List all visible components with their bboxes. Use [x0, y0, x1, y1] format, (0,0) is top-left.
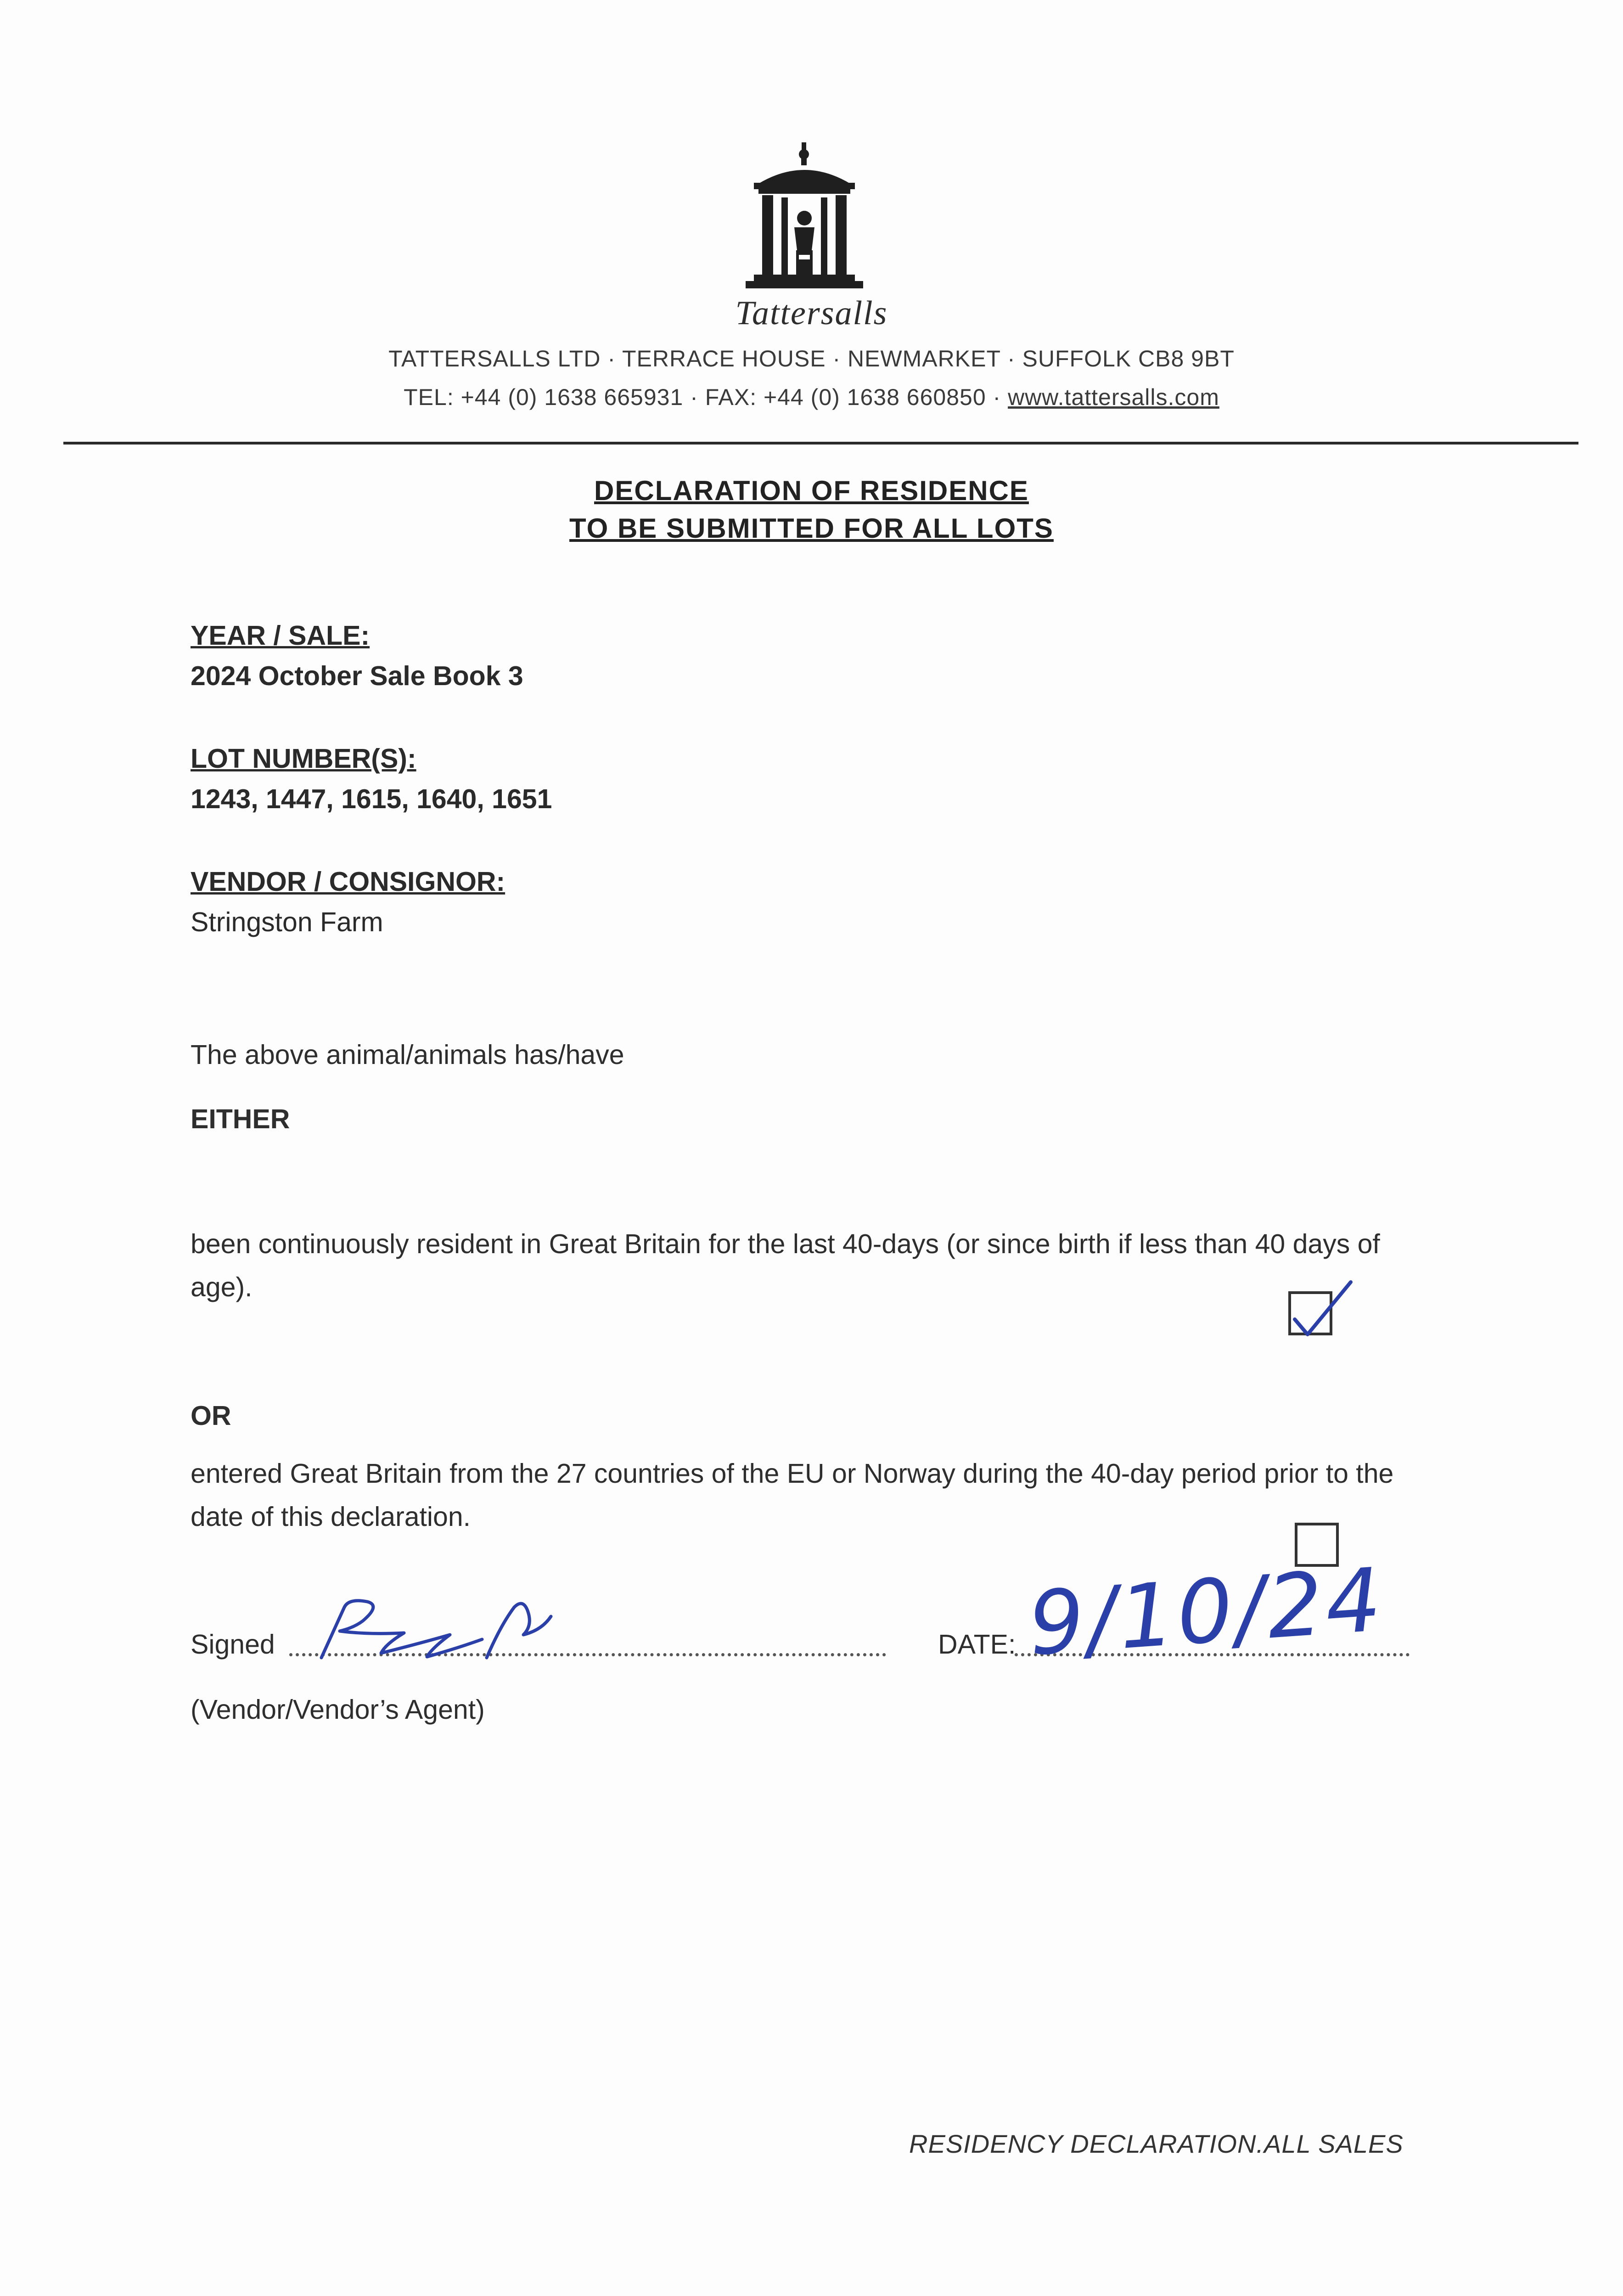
signed-label: Signed: [191, 1629, 275, 1660]
option1-checkbox[interactable]: [1288, 1291, 1332, 1335]
form-subtitle: TO BE SUBMITTED FOR ALL LOTS: [569, 513, 1054, 544]
signatory-role: (Vendor/Vendor’s Agent): [191, 1694, 485, 1725]
vendor-label: VENDOR / CONSIGNOR:: [191, 867, 505, 897]
option2-text: entered Great Britain from the 27 countries of the EU or Norway during the 40-day period prior to the date of this declaration.: [191, 1458, 1394, 1532]
header-divider: [63, 442, 1578, 445]
website-link[interactable]: www.tattersalls.com: [1008, 384, 1219, 410]
intro-text: The above animal/animals has/have: [191, 1040, 624, 1070]
handwritten-check-icon: [1286, 1276, 1360, 1345]
lot-numbers-label: LOT NUMBER(S):: [191, 743, 416, 774]
tattersalls-rotunda-logo: [740, 142, 869, 294]
brand-name: Tattersalls: [735, 294, 888, 332]
year-sale-value: 2024 October Sale Book 3: [191, 661, 523, 691]
vendor-value: Stringston Farm: [191, 907, 383, 937]
form-title: DECLARATION OF RESIDENCE: [594, 475, 1029, 506]
company-contact: [0, 384, 1623, 411]
date-label: DATE:: [938, 1629, 1016, 1660]
company-address: TATTERSALLS LTD · TERRACE HOUSE · NEWMARKET · SUFFOLK CB8 9BT: [388, 346, 1235, 371]
year-sale-label: YEAR / SALE:: [191, 620, 370, 651]
either-label: EITHER: [191, 1104, 290, 1134]
or-label: OR: [191, 1401, 231, 1431]
footer-reference: RESIDENCY DECLARATION.ALL SALES: [909, 2129, 1404, 2158]
lot-numbers-value: 1243, 1447, 1615, 1640, 1651: [191, 784, 552, 814]
option1-text: been continuously resident in Great Britain for the last 40-days (or since birth if less than 40 days of age).: [191, 1229, 1380, 1302]
phone-fax: TEL: +44 (0) 1638 665931 · FAX: +44 (0) 1638 660850 ·: [404, 384, 1008, 410]
handwritten-date: 9/10/24: [1025, 1549, 1387, 1675]
handwritten-signature: [312, 1589, 569, 1667]
